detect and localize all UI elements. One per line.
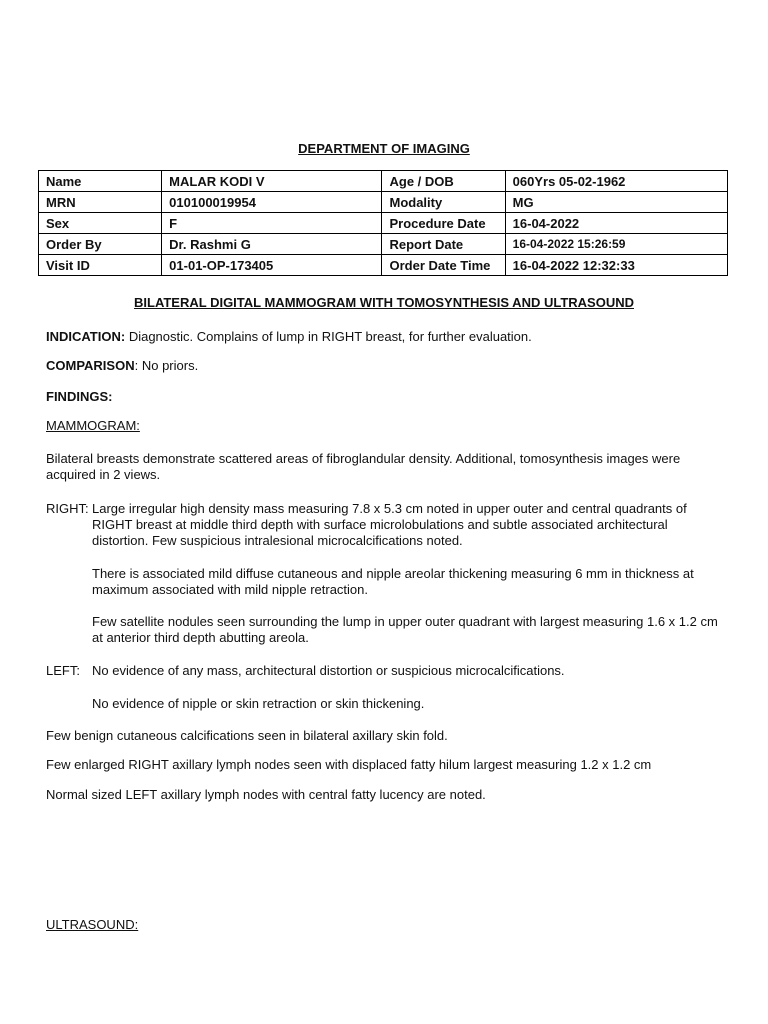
table-row — [39, 213, 728, 234]
table-row — [39, 192, 728, 213]
table-row — [39, 171, 728, 192]
visit-id-value: 01-01-OP-173405 — [162, 255, 382, 276]
age-dob-value: 060Yrs 05-02-1962 — [505, 171, 727, 192]
modality-label: Modality — [382, 192, 505, 213]
indication-label: INDICATION: — [46, 329, 126, 344]
left-label: LEFT: — [46, 663, 80, 678]
procedure-date-value: 16-04-2022 — [505, 213, 727, 234]
order-date-time-value: 16-04-2022 12:32:33 — [505, 255, 727, 276]
modality-value: MG — [505, 192, 727, 213]
patient-info-table — [38, 170, 728, 276]
left-paragraph-2: No evidence of nipple or skin retraction or skin thickening. — [92, 696, 425, 711]
right-paragraph-1: Large irregular high density mass measuring 7.8 x 5.3 cm noted in upper outer and central quadrants of RIGHT breast at middle third depth with surface microlobulations and subtle associated architectural distortion. Few suspicious intralesional microcalcifications noted. — [92, 501, 687, 548]
visit-id-label: Visit ID — [39, 255, 162, 276]
comparison-line — [46, 358, 726, 374]
right-paragraph-2: There is associated mild diffuse cutaneous and nipple areolar thickening measuring 6 mm in thickness at maximum associated with mild nipple retraction. — [92, 566, 694, 597]
report-date-label: Report Date — [382, 234, 505, 255]
report-title: BILATERAL DIGITAL MAMMOGRAM WITH TOMOSYNTHESIS AND ULTRASOUND — [134, 295, 634, 310]
sex-value: F — [162, 213, 382, 234]
left-axillary-nodes-note: Normal sized LEFT axillary lymph nodes with central fatty lucency are noted. — [46, 787, 486, 802]
calcification-note: Few benign cutaneous calcifications seen in bilateral axillary skin fold. — [46, 728, 448, 743]
left-paragraph-1: No evidence of any mass, architectural distortion or suspicious microcalcifications. — [92, 663, 565, 678]
procedure-date-label: Procedure Date — [382, 213, 505, 234]
ultrasound-heading: ULTRASOUND: — [46, 917, 139, 932]
order-date-time-label: Order Date Time — [382, 255, 505, 276]
age-dob-label: Age / DOB — [382, 171, 505, 192]
report-date-value: 16-04-2022 15:26:59 — [505, 234, 727, 255]
order-by-label: Order By — [39, 234, 162, 255]
comparison-label: COMPARISON — [46, 358, 135, 373]
mammogram-heading: MAMMOGRAM: — [46, 418, 140, 433]
comparison-text: : No priors. — [134, 358, 199, 373]
table-row — [39, 234, 728, 255]
right-paragraph-3: Few satellite nodules seen surrounding the lump in upper outer quadrant with largest measuring 1.6 x 1.2 cm at anterior third depth abutting areola. — [92, 614, 718, 645]
mammogram-intro: Bilateral breasts demonstrate scattered areas of fibroglandular density. Additional, tomosynthesis images were acquired in 2 views. — [46, 451, 681, 482]
right-label: RIGHT: — [46, 501, 89, 516]
findings-heading: FINDINGS: — [46, 389, 113, 404]
order-by-value: Dr. Rashmi G — [162, 234, 382, 255]
name-value: MALAR KODI V — [162, 171, 382, 192]
right-axillary-nodes-note: Few enlarged RIGHT axillary lymph nodes seen with displaced fatty hilum largest measuring 1.2 x 1.2 cm — [46, 757, 652, 772]
mrn-label: MRN — [39, 192, 162, 213]
mrn-value: 010100019954 — [162, 192, 382, 213]
indication-line — [46, 329, 726, 345]
indication-text: Diagnostic. Complains of lump in RIGHT breast, for further evaluation. — [125, 329, 532, 344]
table-row — [39, 255, 728, 276]
name-label: Name — [39, 171, 162, 192]
sex-label: Sex — [39, 213, 162, 234]
department-title: DEPARTMENT OF IMAGING — [298, 141, 470, 156]
